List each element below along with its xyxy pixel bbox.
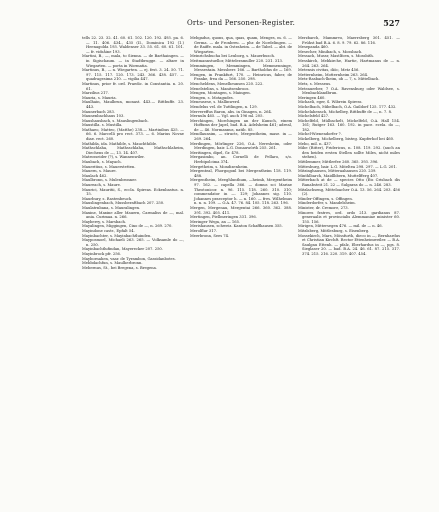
index-entry: Mathschlaha, Mathsschlaha, Mathschlaheim, Diechens de —, 13. 14. 407. [82,146,184,155]
index-entry: Minores fratres, ord. ordo 213. gardianus 87. generaalis et provincialis Alemmaniae minister 60. 155. 156. [298,210,400,224]
index-entry: Mengen, in Frankfurt, 170. — Heinricus, faber, de Franke, frea da — 166. 250. 298. [190,72,292,82]
index-entry: Mayinbrock pfr. 256. [82,251,122,256]
index-column-1 [82,36,184,476]
index-entry: Marzilius 217. [82,91,109,96]
index-entry: Mertingen, Piellmeringen 331. 396. [190,215,257,220]
index-entry: Mergasimbo, an. Cornelli de Pellaro, s/o. Herbipolcima 374. [190,155,292,165]
index-entry: Michelfeld, Mülbachelt, Michelfeld, O.A. Hall 154. 161; Rutger 163. 160. 192. in pace. ecela. do —, 182. [298,118,400,132]
index-entry: Maushausbach, s. Mauslingenbach. [82,118,149,123]
index-column-2 [190,36,292,476]
index-entry: Mengen, s. Motagudes. [190,95,234,100]
index-entry: Maybornahen, vaar. de Tyrambon, Gassidanbotes. [82,256,176,261]
index-entry: Mergen, Mergenau, Mergentai 266. 360. 362. 388. 391. 392. 405. 411. [190,205,292,215]
page-number: 527 [383,18,400,28]
index-entry: Mebo, mil. n. 437. [298,141,333,146]
index-entry: Michelsfeld 427. [298,114,330,119]
index-entry: Minder-Offingen, s. Offingen. [298,196,353,201]
index-entry: Metensis civitas, diöc, Metz 456. [298,68,360,73]
index-entry: Martini, B., —, mala, to Sienna. — de Barthaingen. — in Sigischaum. — in Stadtbrugge. — altare in Wiegarten. — porta in Wormatia. [82,54,184,68]
index-entry: Mitzlachseng, Mitteloacher O.A. 13. 56. 264. 203. 456 (2). [298,187,400,197]
index-entry: Maulatrnbana, s. Mauralingen. [82,205,141,210]
index-entry: Meitmannstuellor, Mitteleramuller 220. 231. 313. [190,58,284,63]
index-entry: Mendlaunsim, — structs, Mergentheim, mase. in — 269. 264. [190,132,292,142]
index-entry: Mebernus, St., bei Bregena, s. Bregena. [82,265,157,270]
index-entry: Mathaeo, Matteo, (Matthe) 238.— Martinibus 425. — 66. 6. Marcelli pro rect. 373. — 6. Marius Novae diae. rect. 260. [82,127,184,142]
index-entry: Menelstelins, s. Manitsenbroos. [190,86,250,91]
index-entry: Maxine, Maxine aller Mauern, Carmaliss de —, mal. ania. Curimaa. n. 266. [82,210,184,220]
index-entry: Matrosseider (?), s. Wannenwiler. [82,155,145,160]
index-entry: Memmingen, Memmingen, Memmenninge, Messestain. Messberr. 166. — Bartholdus de — 169. [190,63,292,73]
index-entry: Mitzlsberg, Mittlesburg, s. Eisenberg. [298,228,370,233]
index-entry: Merzbarch, Mammrvo, Maerrsberg 301. 451. — Frühst bad B.A. 6. 8. 9. 79. 62. 86. 116. [298,36,400,45]
index-entry: Mittesburg, bair. L.G. Miteltea 298. 297. — L.G. 201. [298,164,397,169]
index-entry: Mossekirch, Mars, Mössfurth, dieco in —, Bernhardus et Christian Kirchft. Rector Ettenheimweiler. — B.A. Saulgau Ettenh. — pfalz, Eberhardus in —, pgs. 8. Sieglaser 20. — bad. B.A. 24. 46. 61. 87. 215. 317. 374. 215. 216. 220. 319. 407. 454. [298,233,400,256]
index-entry: Maustilla. s. Mustilla. [82,123,123,128]
index-entry: Mathilda, ida. Mathilde, s. Mauchthilde. [82,141,158,146]
index-entry: Michelbach, Mibelbach, O.A. Gaildorf 125. 177. 432. [298,104,397,109]
index-entry: Meringen 460. [298,95,326,100]
index-entry: Maureach, s. Maure. [82,183,121,187]
index-entry: Minister, dr. Cremore, 273. [298,205,349,210]
index-entry: Mayberry, s. Marsbach. [82,219,127,224]
index-entry: Mayindone castr., Epfalt 54. [82,228,135,233]
index-entry: Mencheldens, Menelheunsen 220. 222. [190,81,264,86]
index-entry: Meringer Wega, an — 165. [190,219,241,224]
index-entry: Mayposmoel, Michaeli 263. 265. — Volksamle do —, n. 250. [82,238,184,247]
index-entry: Mesepanda 460. [298,45,329,50]
index-entry: Mergetheim, s. Mondizenheim. [190,164,249,169]
index-entry: Maulbronn, s. Mulenbronner. [82,178,137,183]
index-column-3 [298,36,400,476]
running-title: Orts- und Personen-Register. [186,19,296,27]
index-entry: Meritingen, dipel, Gr. 478. [190,150,240,155]
index-entry: Maueritius, s. Mauerstetten. [82,164,136,169]
index-columns [82,36,400,476]
index-entry: Merchingen, Morchingen an der Kunsch, einem Hoffums der Japel, bad. B.A. Adelsheim 461; adreal, de — 46. Normannus, natib. 85. [190,118,292,132]
index-entry: Mittlemmer, Mittlerfee 260. 365. 393. 396. [298,160,379,165]
index-entry: Metz, s. Messeus. [298,81,332,86]
index-entry: Maulhain, Maulbrun, monast. 443.— Rittbuffe. 23. 443. [82,100,184,109]
index-entry: Mebbdachfun, s. Maulherbronn. [82,261,143,266]
index-entry: Mibe (Ritter), Fridericus, n. 108. 119. 292. (auch an den beiden ersten Stellen sollte Miles, nicht miles stehen). [298,146,400,160]
index-entry: Mayinbachtlufindan, Mayerecker 207. 250. [82,247,163,252]
index-entry: Mauern, s. Maure. [82,169,117,174]
index-entry: Mendelus vel. de Tuttlingen, n. 129. [190,104,258,109]
index-entry: tells 22. 23. 32. 41. 60. 61. 102. 120. 192. 493. pa. 6.— 11. 406. 434., 435 (II., Dominica 192 (1.) Heenagolda 193. Waldenser 33. 55. 61. 60. 61. 101. — fr. vidsåine 193. [82,36,184,54]
index-entry: Mergentheim, Meeghlunthum, —heimb, Mergentheim 97. 162. — capella 366. — domus sci Mariae Theotonicor. n. 96. 115. 118. 260. 310. 310; commendator in —. 129; Johannes sig. 110. Johannes praeceptor h. — n. 160. — fres. Wilhelmus n. n. n. 109. — O.A. 47. 76. 84. 105. 118. 263. 196. [190,178,292,206]
index-entry: Mayinbachter, s. Mayinbachtluinden. [82,233,152,238]
index-entry: Meinrichsbucha bei Leuborg, s. Mauerbusch. [190,54,276,59]
index-entry: Michaeli, eger, S. Wibrein Spiress. [298,100,363,105]
index-entry: Messach, Mussr, Mastlfoen, s. Mossbith. [298,54,374,59]
index-entry: Mayalingen, Miggingen, Cino de —, n. 269. 270. [82,224,173,229]
index-entry: Merishausen, schweiz. Kanton Schaffhausen 355. [190,224,283,229]
index-entry: Meerbronn, Sees 74. [190,233,230,238]
index-entry: Mernuln 465. — Vgl. auch 196 ml. 205. [190,114,264,119]
index-entry: Mauslingenbach, Mussberaftbach 207. 250. [82,201,165,206]
index-entry: Merolflur 317. [190,228,218,233]
index-entry: Meteauerber, 7 O.A. Ravensburg oder Waldsee, s. Menbachlandbrun. [298,86,400,96]
running-head [82,19,400,33]
index-entry: Mesecher, Minibach, s. Mossbach. [298,49,363,54]
index-entry: Mergenteal, Fhorgogonl bei Mergentheim 118. 119. 488. [190,169,292,178]
index-entry: Maubach, s. Mayach. [82,160,122,165]
index-entry: Mitzinghausen, Mitteraahausen 220. 239. [298,169,377,174]
index-entry: Martinus, B., — n. Wiegarten. — ej. fest. 3. 24. 50. 71. 97. 115. 117. 120. 173. 243. 366. 438. 457. — quadragesima 210. — vigilia 447. [82,68,184,82]
index-entry: Meneusese, s. Mallinwerd. [190,100,241,105]
index-entry: Michel-Wienendorfer ?. [298,132,342,137]
index-entry: Mirigen, Mittersegen 476. — mil. de — n. 46. [298,224,383,229]
index-entry: Mebgadus, quons, qua, quas, quam, Menges, m. 6. — Germa. — de Fronbreu. — phr. de Nordelingen. — de Raiffe. mala. in Ostraheim. — de Tabel. — abt. de Wiegarten. [190,36,292,54]
index-entry: Michelahensch, Michelbey, Rittbuffe de —, n. 7. 8. [298,109,393,114]
index-entry: Maulach 462. [82,173,108,178]
index-entry: Mickelberg, Michelberg, bisteg. Kupferhof bei 460. [298,137,395,142]
index-entry: Merdingen, Mörlinger 226, O.A. Neresheim, oder Merdingen, bair. L.G. Donauwörth 255. 261. [190,141,292,151]
index-entry: Metz-Rasbach-lheim, ob — 7, s. Mittelbach. [298,77,380,82]
index-entry: Maunerbach 283. [82,109,116,114]
index-entry: Minderdorfer, s. Mandelsheim. [298,201,356,206]
index-entry: Maunenbachhaus 103. [82,114,125,119]
index-entry: Mitterbach at de — species Otto (Eis Crisbach dis Ranabsteit 21. 22 — Sulgaras do — n. 246. 283. [298,178,400,187]
index-entry: Messkirch, Mebkirche, Hartie, Hartmanus de — n. 264. 263. 264. [298,58,400,68]
index-entry: Minthlbarch, Maidlbbern, Muttelfferg 407. [298,173,379,178]
index-entry: Mervereffus Baron, abs. in Ginagen, n. 264. [190,109,273,114]
index-entry: Mauria, s. Mauria. [82,95,117,100]
index-entry: Metternheim, Motternheim 263. 264. [298,72,369,77]
index-entry: Martinus, prior fr. ord. Praedic. in Constantia. n. 20. 61. [82,81,184,91]
index-entry: Maurbury, s. Rastenbeuch. [82,196,133,201]
index-entry: Mengen, Montagen, s. Maingen. [190,91,251,96]
index-entry: Maurici, Mauritii, S., eccla. Spireas. Eckenbastus. n. 15. [82,187,184,197]
